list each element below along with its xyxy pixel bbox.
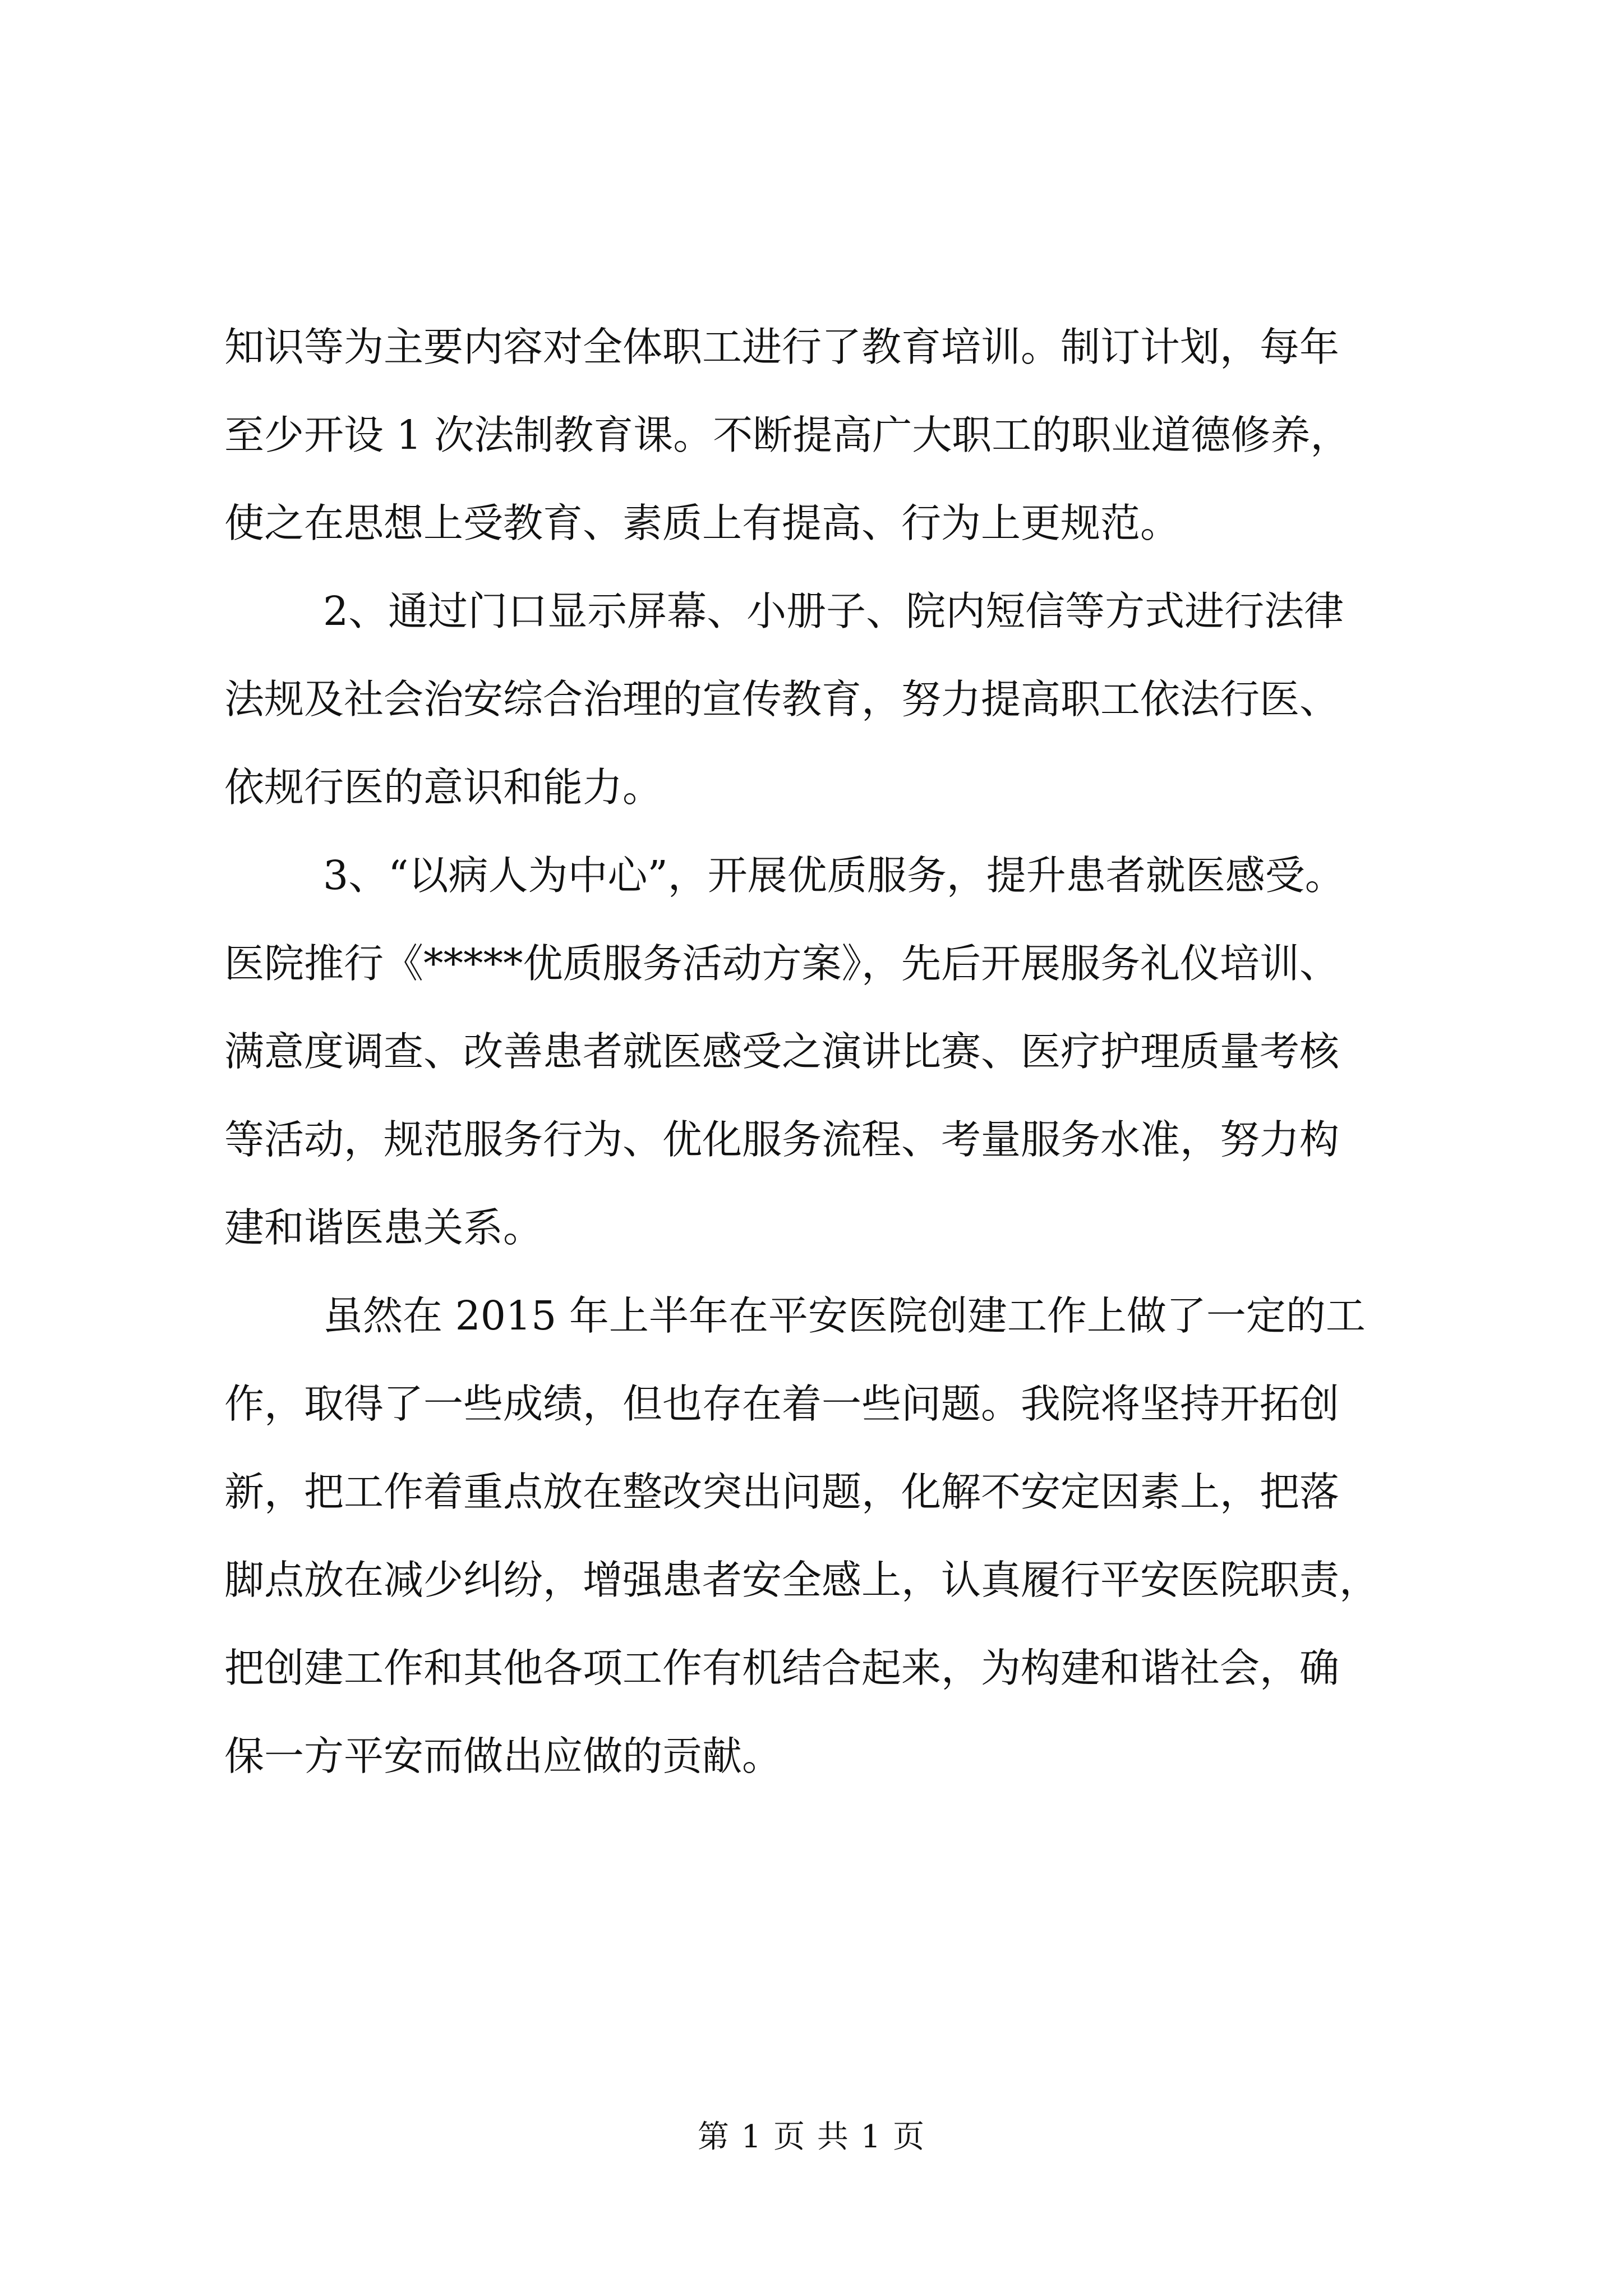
paragraph-line: 虽然在 2015 年上半年在平安医院创建工作上做了一定的工 — [323, 1292, 1366, 1339]
paragraph-1 — [224, 303, 1430, 567]
paragraph-line: 作，取得了一些成绩，但也存在着一些问题。我院将坚持开拓创 — [224, 1381, 1340, 1427]
paragraph-line: 知识等为主要内容对全体职工进行了教育培训。制订计划，每年 — [224, 324, 1340, 370]
paragraph-line: 法规及社会治安综合治理的宣传教育，努力提高职工依法行医、 — [224, 676, 1340, 723]
page-footer: 第 1 页 共 1 页 — [697, 2119, 926, 2155]
paragraph-line: 至少开设 1 次法制教育课。不断提高广大职工的职业道德修养， — [224, 412, 1350, 458]
paragraph-line: 满意度调查、改善患者就医感受之演讲比赛、医疗护理质量考核 — [224, 1028, 1340, 1075]
paragraph-line: 建和谐医患关系。 — [224, 1204, 543, 1251]
paragraph-2 — [224, 567, 1430, 831]
paragraph-line: 新，把工作着重点放在整改突出问题，化解不安定因素上，把落 — [224, 1469, 1340, 1515]
paragraph-line: 等活动，规范服务行为、优化服务流程、考量服务水准，努力构 — [224, 1116, 1340, 1163]
paragraph-line: 医院推行《*****优质服务活动方案》，先后开展服务礼仪培训、 — [224, 940, 1340, 987]
paragraph-line: 使之在思想上受教育、素质上有提高、行为上更规范。 — [224, 500, 1181, 546]
paragraph-line: 3、“以病人为中心”，开展优质服务，提升患者就医感受。 — [323, 852, 1345, 899]
document-body — [224, 303, 1430, 1800]
paragraph-3 — [224, 831, 1430, 1272]
paragraph-line: 2、通过门口显示屏幕、小册子、院内短信等方式进行法律 — [323, 588, 1344, 634]
paragraph-line: 依规行医的意识和能力。 — [224, 764, 663, 811]
paragraph-4 — [224, 1272, 1430, 1800]
paragraph-line: 保一方平安而做出应做的贡献。 — [224, 1733, 782, 1779]
paragraph-line: 把创建工作和其他各项工作有机结合起来，为构建和谐社会，确 — [224, 1645, 1340, 1691]
paragraph-line: 脚点放在减少纠纷，增强患者安全感上，认真履行平安医院职责， — [224, 1557, 1380, 1603]
